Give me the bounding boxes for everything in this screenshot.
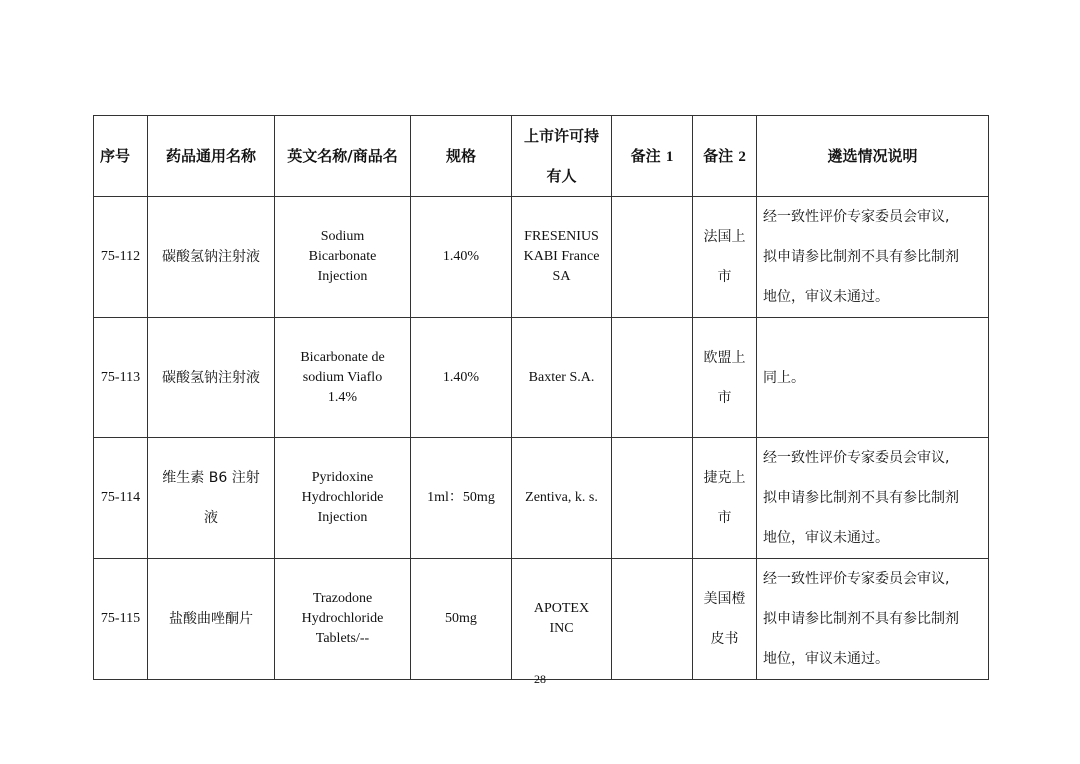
page-number: 28: [534, 672, 546, 686]
header-note2-label: 备注: [703, 146, 734, 165]
generic-line: 液: [204, 510, 218, 526]
row-holder: [512, 559, 612, 680]
english-line: Hydrochloride: [301, 490, 384, 505]
desc-line: 同上。: [763, 369, 805, 386]
note2-line: 美国橙: [703, 591, 746, 607]
holder-line: Zentiva, k. s.: [525, 490, 598, 505]
generic-line: 碳酸氢钠注射液: [162, 369, 260, 386]
header-description: 遴选情况说明: [757, 116, 989, 197]
table-row: [94, 318, 989, 438]
note2-line: 市: [717, 389, 732, 406]
row-holder: [512, 318, 612, 438]
english-line: Pyridoxine: [311, 470, 374, 485]
english-line: Hydrochloride: [301, 611, 384, 626]
desc-line: 经一致性评价专家委员会审议,: [763, 571, 950, 587]
row-description: [757, 559, 989, 680]
generic-line: 维生素 B6 注射: [162, 470, 260, 486]
header-note1-label: 备注: [630, 146, 661, 165]
row-note2: [693, 559, 757, 680]
note2-line: 市: [717, 269, 732, 285]
row-note1: [612, 559, 693, 680]
row-note1: [612, 438, 693, 559]
holder-line: FRESENIUS: [524, 229, 599, 244]
header-spec: 规格: [411, 116, 512, 197]
note2-line: 皮书: [710, 631, 739, 647]
row-generic-name: [148, 438, 275, 559]
row-description: [757, 197, 989, 318]
note2-line: 法国上: [703, 229, 746, 245]
row-holder: [512, 438, 612, 559]
row-generic-name: [148, 318, 275, 438]
header-note1: [612, 116, 693, 197]
desc-line: 拟申请参比制剂不具有参比制剂: [763, 249, 959, 265]
desc-line: 地位，审议未通过。: [763, 651, 889, 667]
row-spec: 50mg: [411, 559, 512, 680]
row-code: 75-115: [94, 559, 148, 680]
desc-line: 地位，审议未通过。: [763, 289, 889, 305]
row-spec: 1.40%: [411, 318, 512, 438]
holder-line: APOTEX: [533, 601, 590, 616]
holder-line: INC: [549, 621, 574, 636]
holder-line: KABI France: [523, 249, 600, 264]
row-description: [757, 318, 989, 438]
row-generic-name: [148, 197, 275, 318]
header-holder-line: 有人: [546, 167, 577, 185]
header-holder-line: 上市许可持: [523, 127, 599, 145]
row-english-name: [275, 559, 411, 680]
row-spec: 1.40%: [411, 197, 512, 318]
desc-line: 经一致性评价专家委员会审议,: [763, 450, 950, 466]
row-code: 75-114: [94, 438, 148, 559]
holder-line: SA: [552, 269, 571, 284]
header-generic-name: 药品通用名称: [148, 116, 275, 197]
header-seq: 序号: [94, 116, 148, 197]
row-english-name: [275, 197, 411, 318]
header-holder: [512, 116, 612, 197]
note2-line: 市: [717, 510, 732, 526]
english-line: Trazodone: [312, 591, 373, 606]
table-header-row: [94, 116, 989, 197]
row-description: [757, 438, 989, 559]
table-row: [94, 197, 989, 318]
generic-line: 碳酸氢钠注射液: [162, 249, 260, 265]
english-line: 1.4%: [327, 389, 358, 405]
english-line: Injection: [317, 510, 368, 525]
row-note2: [693, 438, 757, 559]
row-code: 75-112: [94, 197, 148, 318]
generic-line: 盐酸曲唑酮片: [169, 611, 253, 627]
note2-line: 捷克上: [703, 470, 746, 486]
row-note2: [693, 197, 757, 318]
row-note2: [693, 318, 757, 438]
english-line: Sodium: [320, 229, 365, 244]
english-line: Bicarbonate: [308, 249, 377, 264]
table-row: [94, 438, 989, 559]
row-note1: [612, 318, 693, 438]
header-note2: [693, 116, 757, 197]
drug-evaluation-table: [93, 115, 989, 680]
row-english-name: [275, 438, 411, 559]
desc-line: 拟申请参比制剂不具有参比制剂: [763, 611, 959, 627]
english-line: Bicarbonate de: [300, 349, 385, 365]
desc-line: 拟申请参比制剂不具有参比制剂: [763, 490, 959, 506]
table-row: [94, 559, 989, 680]
header-note1-number: 1: [665, 148, 674, 165]
english-line: Injection: [317, 269, 368, 284]
header-english-name: 英文名称/商品名: [275, 116, 411, 197]
row-holder: [512, 197, 612, 318]
row-generic-name: [148, 559, 275, 680]
row-spec: 1ml：50mg: [411, 438, 512, 559]
desc-line: 地位，审议未通过。: [763, 530, 889, 546]
row-english-name: [275, 318, 411, 438]
note2-line: 欧盟上: [703, 349, 746, 366]
header-note2-number: 2: [738, 148, 746, 165]
english-line: sodium Viaflo: [302, 369, 383, 385]
row-code: 75-113: [94, 318, 148, 438]
row-note1: [612, 197, 693, 318]
english-line: Tablets/--: [315, 631, 370, 646]
desc-line: 经一致性评价专家委员会审议,: [763, 209, 950, 225]
holder-line: Baxter S.A.: [528, 369, 595, 385]
